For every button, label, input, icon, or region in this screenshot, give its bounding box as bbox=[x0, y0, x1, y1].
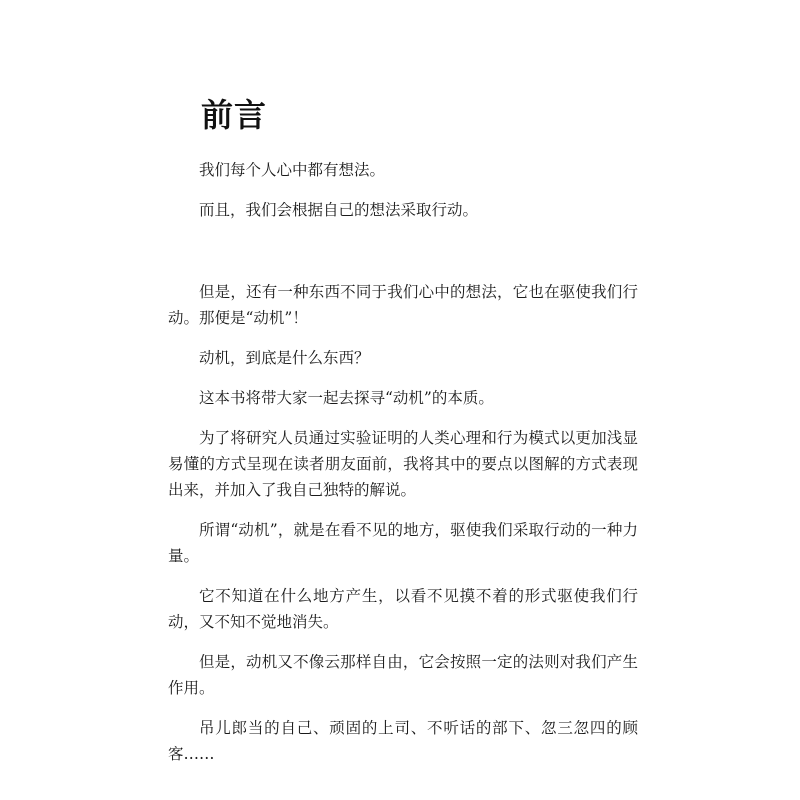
paragraph: 动机，到底是什么东西？ bbox=[199, 349, 370, 367]
paragraph: 它不知道在什么地方产生，以看不见摸不着的形式驱使我们行动，又不知不觉地消失。 bbox=[168, 587, 638, 631]
paragraph: 为了将研究人员通过实验证明的人类心理和行为模式以更加浅显易懂的方式呈现在读者朋友面前，我将其中的要点以图解的方式表现出来，并加入了我自己独特的解说。 bbox=[168, 429, 638, 499]
paragraph: 我们每个人心中都有想法。 bbox=[199, 161, 386, 179]
paragraph: 但是，还有一种东西不同于我们心中的想法，它也在驱使我们行动。那便是“动机”！ bbox=[168, 283, 638, 327]
paragraph: 而且，我们会根据自己的想法采取行动。 bbox=[199, 201, 479, 219]
paragraph: 吊儿郎当的自己、顽固的上司、不听话的部下、忽三忽四的顾客…… bbox=[168, 719, 638, 763]
paragraph: 所谓“动机”，就是在看不见的地方，驱使我们采取行动的一种力量。 bbox=[168, 521, 638, 565]
paragraph: 这本书将带大家一起去探寻“动机”的本质。 bbox=[199, 389, 494, 407]
page-title: 前言 bbox=[201, 96, 268, 134]
preface-body bbox=[168, 157, 638, 781]
paragraph: 但是，动机又不像云那样自由，它会按照一定的法则对我们产生作用。 bbox=[168, 653, 638, 697]
